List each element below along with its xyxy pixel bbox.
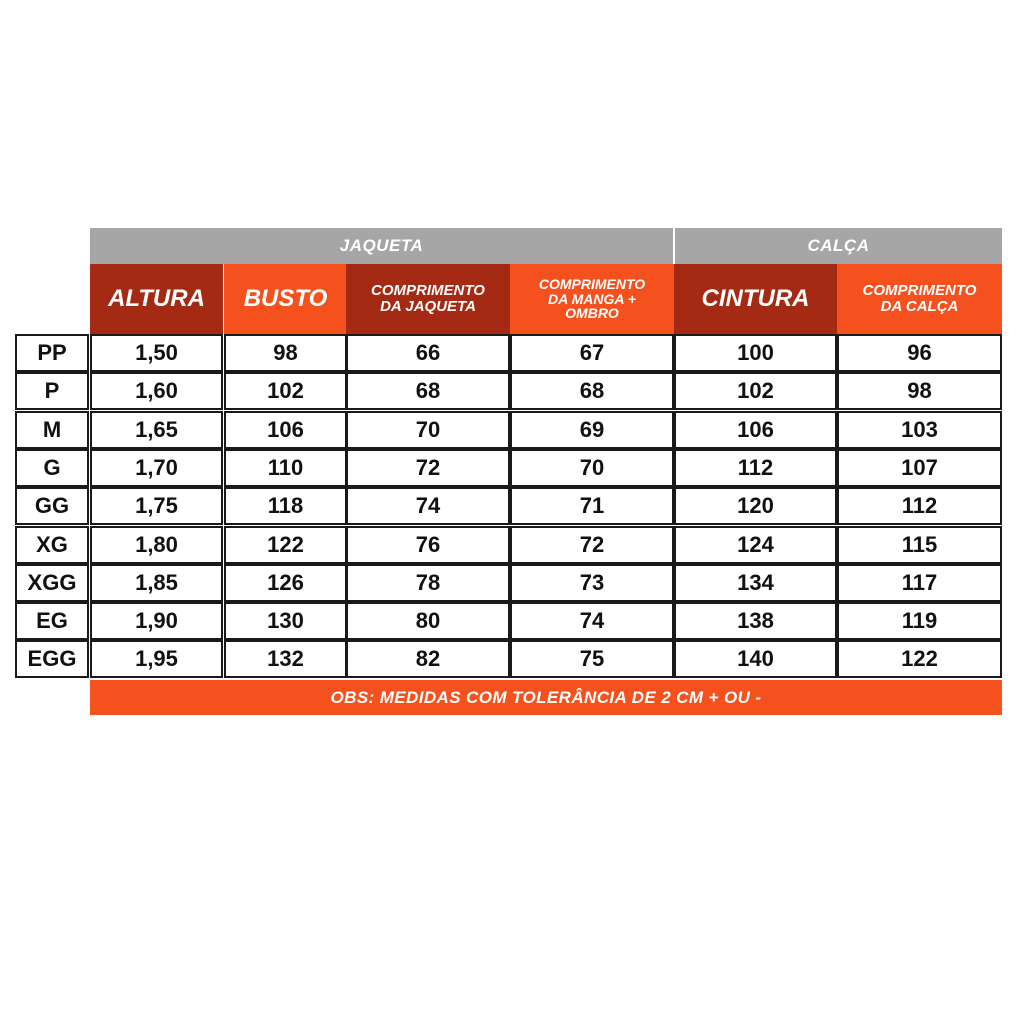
size-label: M	[15, 411, 89, 449]
table-cell: 67	[510, 334, 674, 372]
size-label: XG	[15, 526, 89, 564]
table-cell: 76	[346, 526, 510, 564]
table-cell: 126	[224, 564, 347, 602]
group-header-jaqueta: JAQUETA	[90, 228, 673, 264]
table-cell: 1,70	[90, 449, 223, 487]
table-cell: 107	[837, 449, 1002, 487]
table-cell: 100	[674, 334, 837, 372]
table-cell: 134	[674, 564, 837, 602]
size-label: G	[15, 449, 89, 487]
col-header-cintura: CINTURA	[674, 264, 837, 334]
table-cell: 1,75	[90, 487, 223, 525]
table-cell: 103	[837, 411, 1002, 449]
table-cell: 74	[346, 487, 510, 525]
table-cell: 66	[346, 334, 510, 372]
col-header-altura: ALTURA	[90, 264, 223, 334]
col-header-comprimento-jaqueta: COMPRIMENTO DA JAQUETA	[346, 264, 510, 334]
table-cell: 110	[224, 449, 347, 487]
table-cell: 1,95	[90, 640, 223, 678]
table-cell: 124	[674, 526, 837, 564]
table-cell: 72	[346, 449, 510, 487]
group-header-calca: CALÇA	[675, 228, 1002, 264]
table-cell: 118	[224, 487, 347, 525]
col-header-comprimento-calca: COMPRIMENTO DA CALÇA	[837, 264, 1002, 334]
table-cell: 71	[510, 487, 674, 525]
table-cell: 112	[837, 487, 1002, 525]
table-cell: 112	[674, 449, 837, 487]
table-cell: 122	[837, 640, 1002, 678]
table-cell: 1,85	[90, 564, 223, 602]
table-cell: 98	[837, 372, 1002, 410]
table-cell: 80	[346, 602, 510, 640]
table-cell: 70	[510, 449, 674, 487]
table-cell: 117	[837, 564, 1002, 602]
size-label: XGG	[15, 564, 89, 602]
table-cell: 138	[674, 602, 837, 640]
size-label: EGG	[15, 640, 89, 678]
table-cell: 68	[510, 372, 674, 410]
table-cell: 1,65	[90, 411, 223, 449]
table-cell: 96	[837, 334, 1002, 372]
size-label: P	[15, 372, 89, 410]
table-cell: 98	[224, 334, 347, 372]
table-cell: 122	[224, 526, 347, 564]
size-label: PP	[15, 334, 89, 372]
table-cell: 115	[837, 526, 1002, 564]
table-cell: 102	[674, 372, 837, 410]
table-cell: 70	[346, 411, 510, 449]
table-cell: 72	[510, 526, 674, 564]
table-cell: 119	[837, 602, 1002, 640]
table-cell: 106	[224, 411, 347, 449]
table-cell: 68	[346, 372, 510, 410]
table-cell: 130	[224, 602, 347, 640]
table-cell: 73	[510, 564, 674, 602]
table-cell: 1,80	[90, 526, 223, 564]
table-cell: 106	[674, 411, 837, 449]
table-cell: 82	[346, 640, 510, 678]
table-cell: 140	[674, 640, 837, 678]
col-header-busto: BUSTO	[224, 264, 347, 334]
col-header-comprimento-manga-ombro: COMPRIMENTO DA MANGA + OMBRO	[510, 264, 674, 334]
table-cell: 74	[510, 602, 674, 640]
size-label: EG	[15, 602, 89, 640]
table-cell: 69	[510, 411, 674, 449]
table-cell: 132	[224, 640, 347, 678]
table-cell: 75	[510, 640, 674, 678]
table-cell: 1,50	[90, 334, 223, 372]
table-cell: 102	[224, 372, 347, 410]
tolerance-note: OBS: MEDIDAS COM TOLERÂNCIA DE 2 CM + OU -	[90, 680, 1002, 715]
table-cell: 1,60	[90, 372, 223, 410]
table-cell: 1,90	[90, 602, 223, 640]
table-cell: 120	[674, 487, 837, 525]
size-label: GG	[15, 487, 89, 525]
table-cell: 78	[346, 564, 510, 602]
